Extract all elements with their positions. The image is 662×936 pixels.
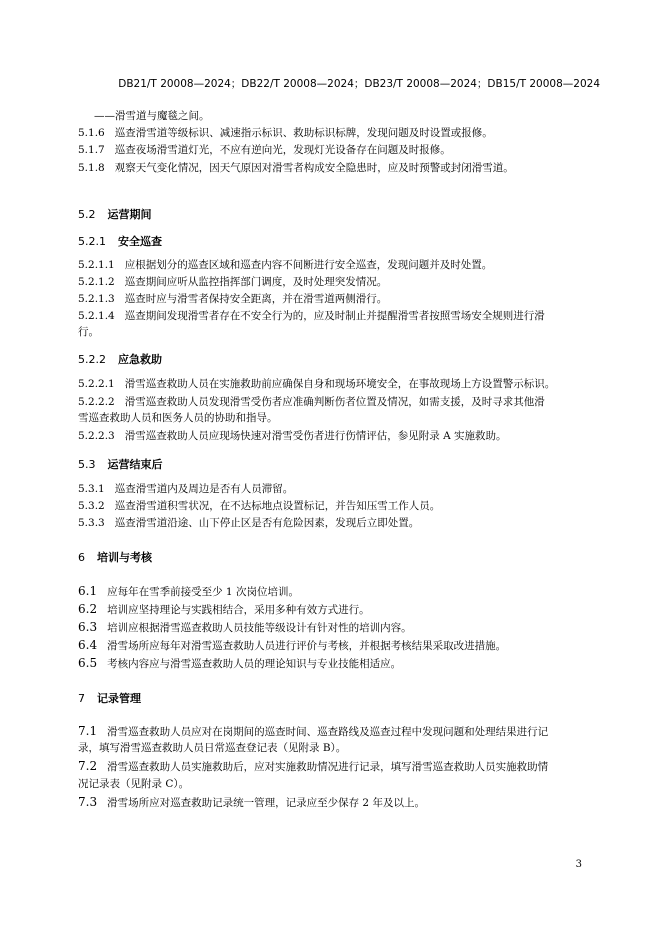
clause-6-5 (78, 655, 603, 672)
clause-5-2-1-2 (78, 274, 603, 290)
clause-5-2-2-2-continued: 雪巡查救助人员和医务人员的协助和指导。 (78, 412, 278, 424)
clause-number: 6.1 (78, 584, 98, 598)
clause-text: 巡查时应与滑雪者保持安全距离，并在滑雪道两侧滑行。 (124, 293, 388, 305)
clause-number: 5.1.6 (78, 127, 105, 139)
clause-text: 巡查滑雪道沿途、山下停止区是否有危险因素，发现后立即处置。 (114, 517, 420, 529)
clause-text: 培训应坚持理论与实践相结合，采用多种有效方式进行。 (107, 604, 370, 616)
clause-text: 巡查期间发现滑雪者存在不安全行为的，应及时制止并提醒滑雪者按照雪场安全规则进行滑 (124, 310, 545, 322)
dash-item: ——滑雪道与魔毯之间。 (94, 110, 210, 122)
clause-7-3 (78, 794, 603, 811)
clause-number: 6.5 (78, 656, 98, 670)
clause-6-4 (78, 637, 603, 654)
clause-text: 观察天气变化情况，因天气原因对滑雪者构成安全隐患时，应及时预警或封闭滑雪道。 (114, 162, 514, 174)
section-5-2-1-heading (78, 233, 162, 249)
clause-5-1-6 (78, 125, 603, 141)
clause-5-2-1-1 (78, 257, 603, 273)
clause-6-1 (78, 583, 603, 600)
clause-7-1-continued: 录，填写滑雪巡查救助人员日常巡查登记表（见附录 B）。 (78, 742, 347, 754)
page-number: 3 (575, 859, 582, 870)
clause-text: 滑雪巡查救助人员应对在岗期间的巡查时间、巡查路线及巡查过程中发现问题和处理结果进行记 (107, 726, 549, 738)
clause-number: 5.2.2.1 (78, 378, 115, 390)
clause-number: 5.2.1.3 (78, 293, 115, 305)
clause-5-3-1 (78, 481, 603, 497)
clause-text: 滑雪场所应每年对滑雪巡查救助人员进行评价与考核，并根据考核结果采取改进措施。 (107, 640, 507, 652)
clause-5-3-2 (78, 498, 603, 514)
section-title: 安全巡查 (118, 235, 162, 248)
section-5-3-heading (78, 456, 163, 472)
clause-text: 巡查滑雪道等级标识、减速指示标识、救助标识标牌，发现问题及时设置或报修。 (114, 127, 493, 139)
section-7-heading (78, 690, 141, 706)
clause-text: 培训应根据滑雪巡查救助人员技能等级设计有针对性的培训内容。 (107, 622, 412, 634)
clause-number: 5.1.7 (78, 144, 105, 156)
clause-number: 7.2 (78, 759, 98, 773)
clause-text: 应根据划分的巡查区域和巡查内容不间断进行安全巡查，发现问题并及时处置。 (124, 259, 493, 271)
clause-text: 滑雪巡查救助人员实施救助后，应对实施救助情况进行记录，填写滑雪巡查救助人员实施救助情 (107, 761, 549, 773)
standard-header: DB21/T 20008—2024；DB22/T 20008—2024；DB23/T 20008—2024；DB15/T 20008—2024 (118, 78, 600, 90)
clause-5-2-1-4 (78, 308, 603, 324)
clause-number: 5.2.2.3 (78, 430, 115, 442)
clause-number: 5.3.3 (78, 517, 105, 529)
clause-text: 巡查夜场滑雪道灯光，不应有逆向光，发现灯光设备存在问题及时报修。 (114, 144, 451, 156)
clause-5-2-2-2 (78, 394, 603, 410)
section-number: 5.2.1 (78, 235, 106, 248)
section-number: 7 (78, 692, 85, 705)
clause-7-2-continued: 况记录表（见附录 C）。 (78, 778, 190, 790)
clause-6-3 (78, 619, 603, 636)
clause-5-2-1-4-continued: 行。 (78, 326, 99, 338)
clause-5-3-3 (78, 515, 603, 531)
section-title: 运营期间 (107, 208, 152, 221)
clause-number: 5.2.1.1 (78, 259, 115, 271)
clause-7-2 (78, 758, 603, 775)
clause-number: 6.4 (78, 638, 98, 652)
clause-text: 滑雪场所应对巡查救助记录统一管理，记录应至少保存 2 年及以上。 (107, 797, 425, 809)
clause-text: 考核内容应与滑雪巡查救助人员的理论知识与专业技能相适应。 (107, 658, 402, 670)
section-6-heading (78, 549, 152, 565)
clause-text: 应每年在雪季前接受至少 1 次岗位培训。 (107, 586, 299, 598)
clause-5-2-1-3 (78, 291, 603, 307)
clause-number: 5.2.1.2 (78, 276, 115, 288)
section-number: 5.2.2 (78, 353, 106, 366)
clause-5-1-8 (78, 160, 603, 176)
clause-number: 5.2.1.4 (78, 310, 115, 322)
clause-text: 巡查滑雪道内及周边是否有人员滞留。 (114, 483, 294, 495)
section-5-2-heading (78, 206, 152, 222)
clause-5-1-7 (78, 142, 603, 158)
clause-number: 5.3.1 (78, 483, 105, 495)
clause-number: 5.3.2 (78, 500, 105, 512)
section-number: 5.3 (78, 458, 96, 471)
section-title: 记录管理 (97, 692, 141, 705)
section-number: 6 (78, 551, 85, 564)
section-5-2-2-heading (78, 351, 162, 367)
clause-6-2 (78, 601, 603, 618)
clause-number: 5.1.8 (78, 162, 105, 174)
clause-text: 滑雪巡查救助人员应现场快速对滑雪受伤者进行伤情评估，参见附录 A 实施救助。 (124, 430, 507, 442)
clause-5-2-2-3 (78, 428, 603, 444)
clause-number: 5.2.2.2 (78, 396, 115, 408)
clause-text: 巡查滑雪道积雪状况，在不达标地点设置标记，并告知压雪工作人员。 (114, 500, 441, 512)
clause-5-2-2-1 (78, 376, 603, 392)
section-number: 5.2 (78, 208, 96, 221)
clause-number: 7.1 (78, 724, 98, 738)
clause-number: 7.3 (78, 795, 98, 809)
clause-text: 滑雪巡查救助人员在实施救助前应确保自身和现场环境安全，在事故现场上方设置警示标识。 (124, 378, 556, 390)
section-title: 培训与考核 (97, 551, 152, 564)
clause-text: 巡查期间应听从监控指挥部门调度，及时处理突发情况。 (124, 276, 388, 288)
section-title: 运营结束后 (107, 458, 163, 471)
clause-number: 6.2 (78, 602, 98, 616)
clause-number: 6.3 (78, 620, 98, 634)
clause-7-1 (78, 723, 603, 740)
section-title: 应急救助 (118, 353, 162, 366)
clause-text: 滑雪巡查救助人员发现滑雪受伤者应准确判断伤者位置及情况，如需支援，及时寻求其他滑 (124, 396, 545, 408)
